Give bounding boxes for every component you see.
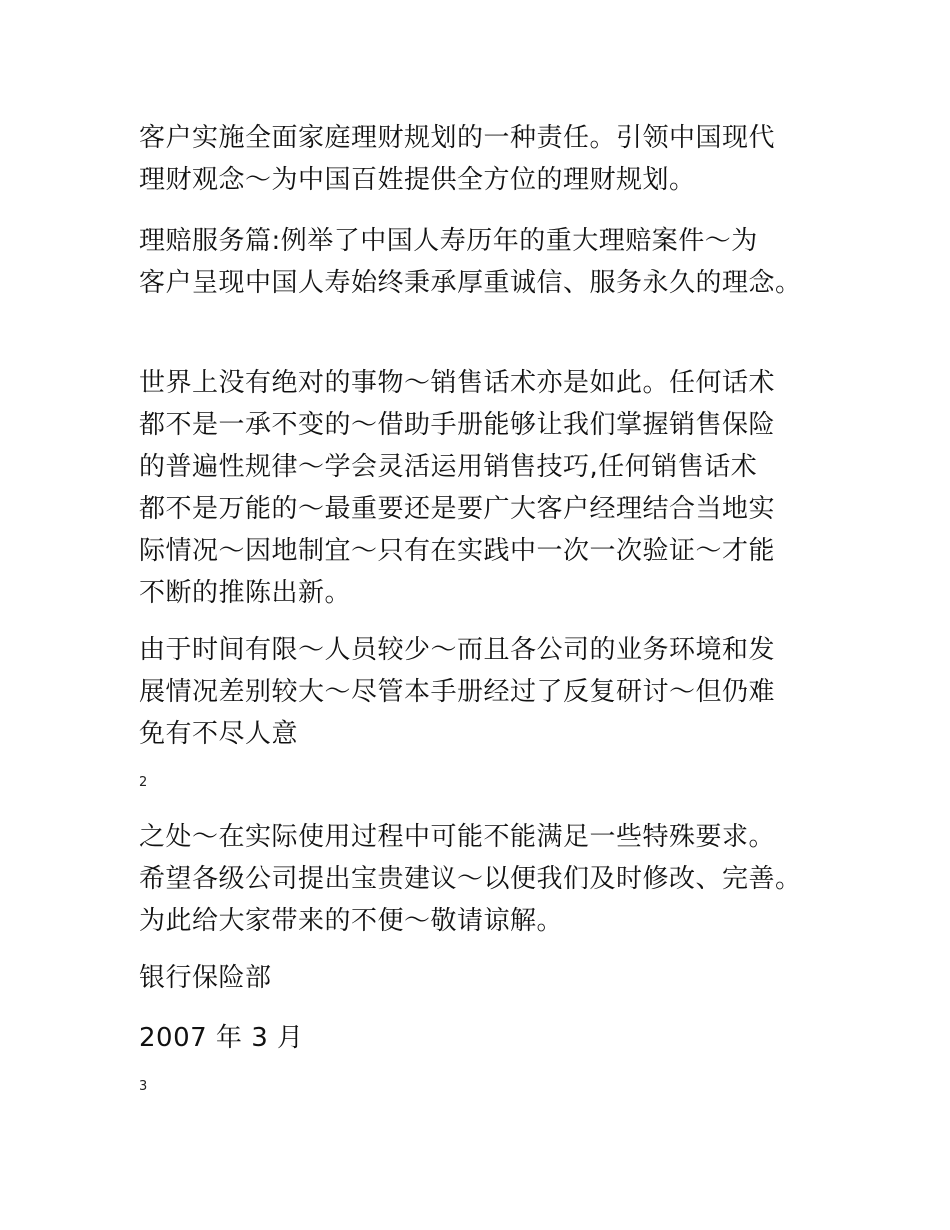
- department-signature: 银行保险部: [139, 963, 272, 993]
- paragraph-line: 都不是一承不变的～借助手册能够让我们掌握销售保险: [139, 410, 776, 440]
- paragraph-line: 希望各级公司提出宝贵建议～以便我们及时修改、完善。: [139, 864, 802, 894]
- paragraph-line: 客户呈现中国人寿始终秉承厚重诚信、服务永久的理念。: [139, 268, 802, 298]
- paragraph-line: 不断的推陈出新。: [139, 578, 352, 608]
- paragraph-line: 世界上没有绝对的事物～销售话术亦是如此。任何话术: [139, 368, 776, 398]
- paragraph-line: 都不是万能的～最重要还是要广大客户经理结合当地实: [139, 494, 776, 524]
- paragraph-line: 客户实施全面家庭理财规划的一种责任。引领中国现代: [139, 123, 776, 153]
- paragraph-line: 的普遍性规律～学会灵活运用销售技巧,任何销售话术: [139, 452, 758, 482]
- page-number: 2: [139, 775, 148, 790]
- paragraph-line: 为此给大家带来的不便～敬请谅解。: [139, 906, 564, 936]
- paragraph-line: 免有不尽人意: [139, 719, 299, 749]
- document-date: 2007 年 3 月: [139, 1023, 304, 1053]
- paragraph-line: 由于时间有限～人员较少～而且各公司的业务环境和发: [139, 635, 776, 665]
- paragraph-line: 理财观念～为中国百姓提供全方位的理财规划。: [139, 165, 696, 195]
- page-number: 3: [139, 1079, 148, 1094]
- paragraph-line: 之处～在实际使用过程中可能不能满足一些特殊要求。: [139, 822, 776, 852]
- paragraph-line: 际情况～因地制宜～只有在实践中一次一次验证～才能: [139, 536, 776, 566]
- paragraph-line: 理赔服务篇:例举了中国人寿历年的重大理赔案件～为: [139, 226, 758, 256]
- paragraph-line: 展情况差别较大～尽管本手册经过了反复研讨～但仍难: [139, 677, 776, 707]
